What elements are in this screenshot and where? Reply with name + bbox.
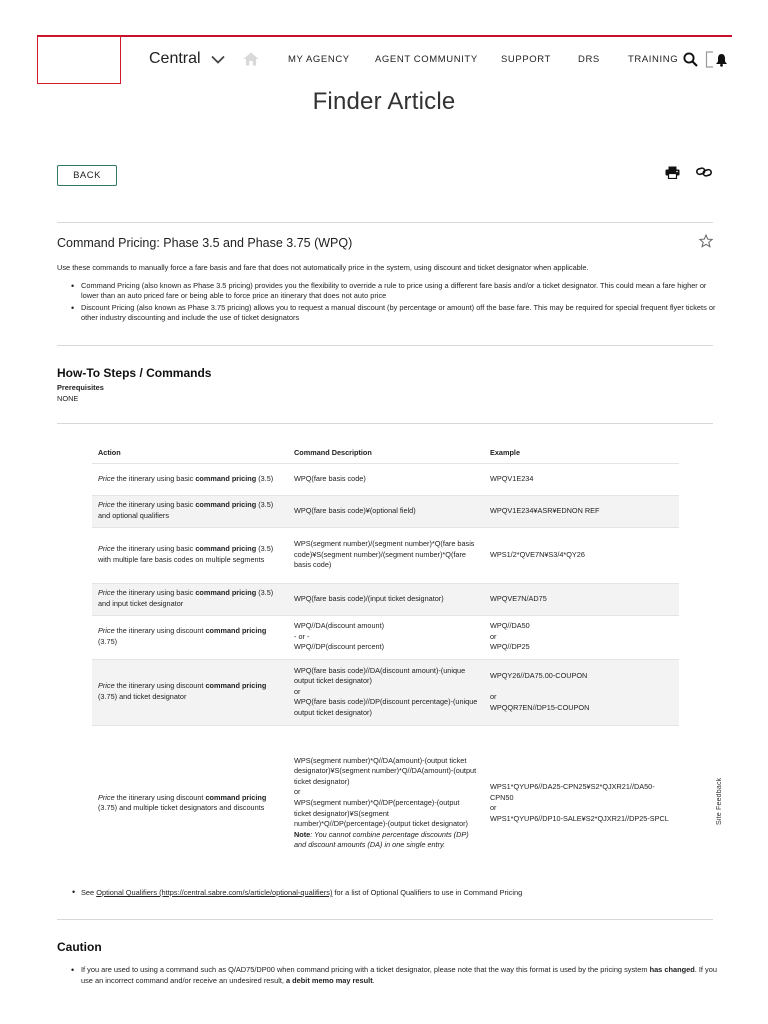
action-cell: Price the itinerary using discount command pricing (3.75) and multiple ticket designators and discounts — [92, 725, 288, 881]
column-header-example: Example — [490, 448, 521, 457]
article-title: Command Pricing: Phase 3.5 and Phase 3.75 (WPQ) — [57, 236, 353, 250]
example-cell: WPQV1E234¥ASR¥EDNON REF — [484, 495, 679, 527]
description-cell: WPS(segment number)*Q//DA(amount)-(output ticket designator)¥S(segment number)*Q//DA(amount)-(output ticket designator) or WPS(segment number)*Q//DP(percentage)-(output ticket designator)¥S(segment number)*Q//DP(percentage)-(output ticket designator) Note: You cannot combine percentage discounts (DP) and discount amounts (DA) in one single entry. — [288, 725, 484, 881]
star-icon[interactable] — [699, 234, 713, 248]
bell-icon[interactable] — [715, 53, 728, 67]
column-header-action: Action — [98, 448, 121, 457]
nav-my-agency[interactable]: MY AGENCY — [288, 54, 350, 65]
table-row — [92, 725, 679, 881]
brand-label: Central — [149, 50, 201, 67]
table-row — [92, 463, 679, 495]
caution-list — [57, 965, 717, 986]
table-row — [92, 527, 679, 583]
nav-support[interactable]: SUPPORT — [501, 54, 551, 65]
nav-training[interactable]: TRAINING — [628, 54, 679, 65]
optional-qualifiers-link[interactable]: Optional Qualifiers (https://central.sabre.com/s/article/optional-qualifiers) — [96, 888, 333, 897]
table-row — [92, 615, 679, 659]
description-cell: WPQ(fare basis code) — [288, 463, 484, 495]
column-header-description: Command Description — [294, 448, 372, 457]
example-cell: WPS1/2*QVE7N¥S3/4*QY26 — [484, 527, 679, 583]
home-icon[interactable] — [243, 52, 259, 66]
description-cell: WPQ//DA(discount amount) - or - WPQ//DP(discount percent) — [288, 615, 484, 659]
site-feedback-tab[interactable]: Site Feedback — [716, 777, 723, 825]
table-row — [92, 659, 679, 725]
action-cell: Price the itinerary using discount command pricing (3.75) and ticket designator — [92, 659, 288, 725]
nav-agent-community[interactable]: AGENT COMMUNITY — [375, 54, 478, 65]
link-icon[interactable] — [696, 166, 712, 178]
divider — [57, 222, 713, 223]
chevron-down-icon — [211, 55, 225, 64]
note-text: Note: You cannot combine percentage discounts (DP) and discount amounts (DA) in one single entry. — [294, 829, 469, 850]
description-cell: WPS(segment number)/(segment number)*Q(fare basis code)¥S(segment number)/(segment number)*Q(fare basis code) — [288, 527, 484, 583]
page-title: Finder Article — [312, 88, 456, 115]
example-cell: WPQVE7N/AD75 — [484, 583, 679, 615]
action-cell: Price the itinerary using basic command pricing (3.5) — [92, 463, 288, 495]
action-cell: Price the itinerary using discount command pricing (3.75) — [92, 615, 288, 659]
back-button[interactable]: BACK — [57, 165, 117, 186]
divider — [57, 345, 713, 346]
example-cell: WPQV1E234 — [484, 463, 679, 495]
prereq-value: NONE — [57, 394, 79, 403]
example-cell: WPQ//DA50 or WPQ//DP25 — [484, 615, 679, 659]
howto-heading: How-To Steps / Commands — [57, 366, 212, 380]
example-cell: WPQY26//DA75.00-COUPON or WPQQR7EN//DP15-COUPON — [484, 659, 679, 725]
search-icon[interactable] — [683, 52, 698, 67]
logo-placeholder[interactable] — [37, 36, 121, 84]
description-cell: WPQ(fare basis code)¥(optional field) — [288, 495, 484, 527]
table-row — [92, 495, 679, 527]
optional-qualifiers-note: • See Optional Qualifiers (https://central.sabre.com/s/article/optional-qualifiers) for a list of Optional Qualifiers to use in Command Pricing — [72, 887, 523, 897]
divider — [57, 919, 713, 920]
list-item: • Discount Pricing (also known as Phase 3.75 pricing) allows you to request a manual discount (by percentage or amount) off the base fare. This may be required for special frequent flyer tickets or other industry discounting and include the use of ticket designators — [57, 303, 717, 323]
example-cell: WPS1*QYUP6//DA25-CPN25¥S2*QJXR21//DA50-CPN50 or WPS1*QYUP6//DP10-SALE¥S2*QJXR21//DP25-SPCL — [484, 725, 679, 881]
header-accent-line — [37, 35, 732, 37]
nav-drs[interactable]: DRS — [578, 54, 600, 65]
action-cell: Price the itinerary using basic command pricing (3.5) and optional qualifiers — [92, 495, 288, 527]
divider — [57, 423, 713, 424]
commands-table — [92, 443, 679, 881]
article-intro: Use these commands to manually force a fare basis and fare that does not automatically price in the system, using discount and ticket designator when applicable. — [57, 263, 589, 272]
article-bullets — [57, 281, 717, 325]
table-row — [92, 583, 679, 615]
list-item: • Command Pricing (also known as Phase 3.5 pricing) provides you the flexibility to override a rule to price using a different fare basis and/or a ticket designator. This could mean a fare higher or lower than an auto priced fare or being able to force price an itinerary that does not auto price — [57, 281, 717, 301]
prereq-label: Prerequisites — [57, 383, 104, 392]
description-cell: WPQ(fare basis code)//DA(discount amount)-(unique output ticket designator) or WPQ(fare basis code)//DP(discount percentage)-(unique output ticket designator) — [288, 659, 484, 725]
print-icon[interactable] — [665, 166, 680, 179]
logout-icon[interactable] — [705, 51, 715, 68]
description-cell: WPQ(fare basis code)/(input ticket designator) — [288, 583, 484, 615]
list-item: • If you are used to using a command such as Q/AD75/DP00 when command pricing with a ticket designator, please note that the way this format is used by the pricing system has changed. If you use an incorrect command and/or receive an undesired result, a debit memo may result. — [57, 965, 717, 986]
brand-menu[interactable] — [149, 50, 225, 68]
action-cell: Price the itinerary using basic command pricing (3.5) with multiple fare basis codes on multiple segments — [92, 527, 288, 583]
action-cell: Price the itinerary using basic command pricing (3.5) and input ticket designator — [92, 583, 288, 615]
caution-heading: Caution — [57, 940, 102, 954]
